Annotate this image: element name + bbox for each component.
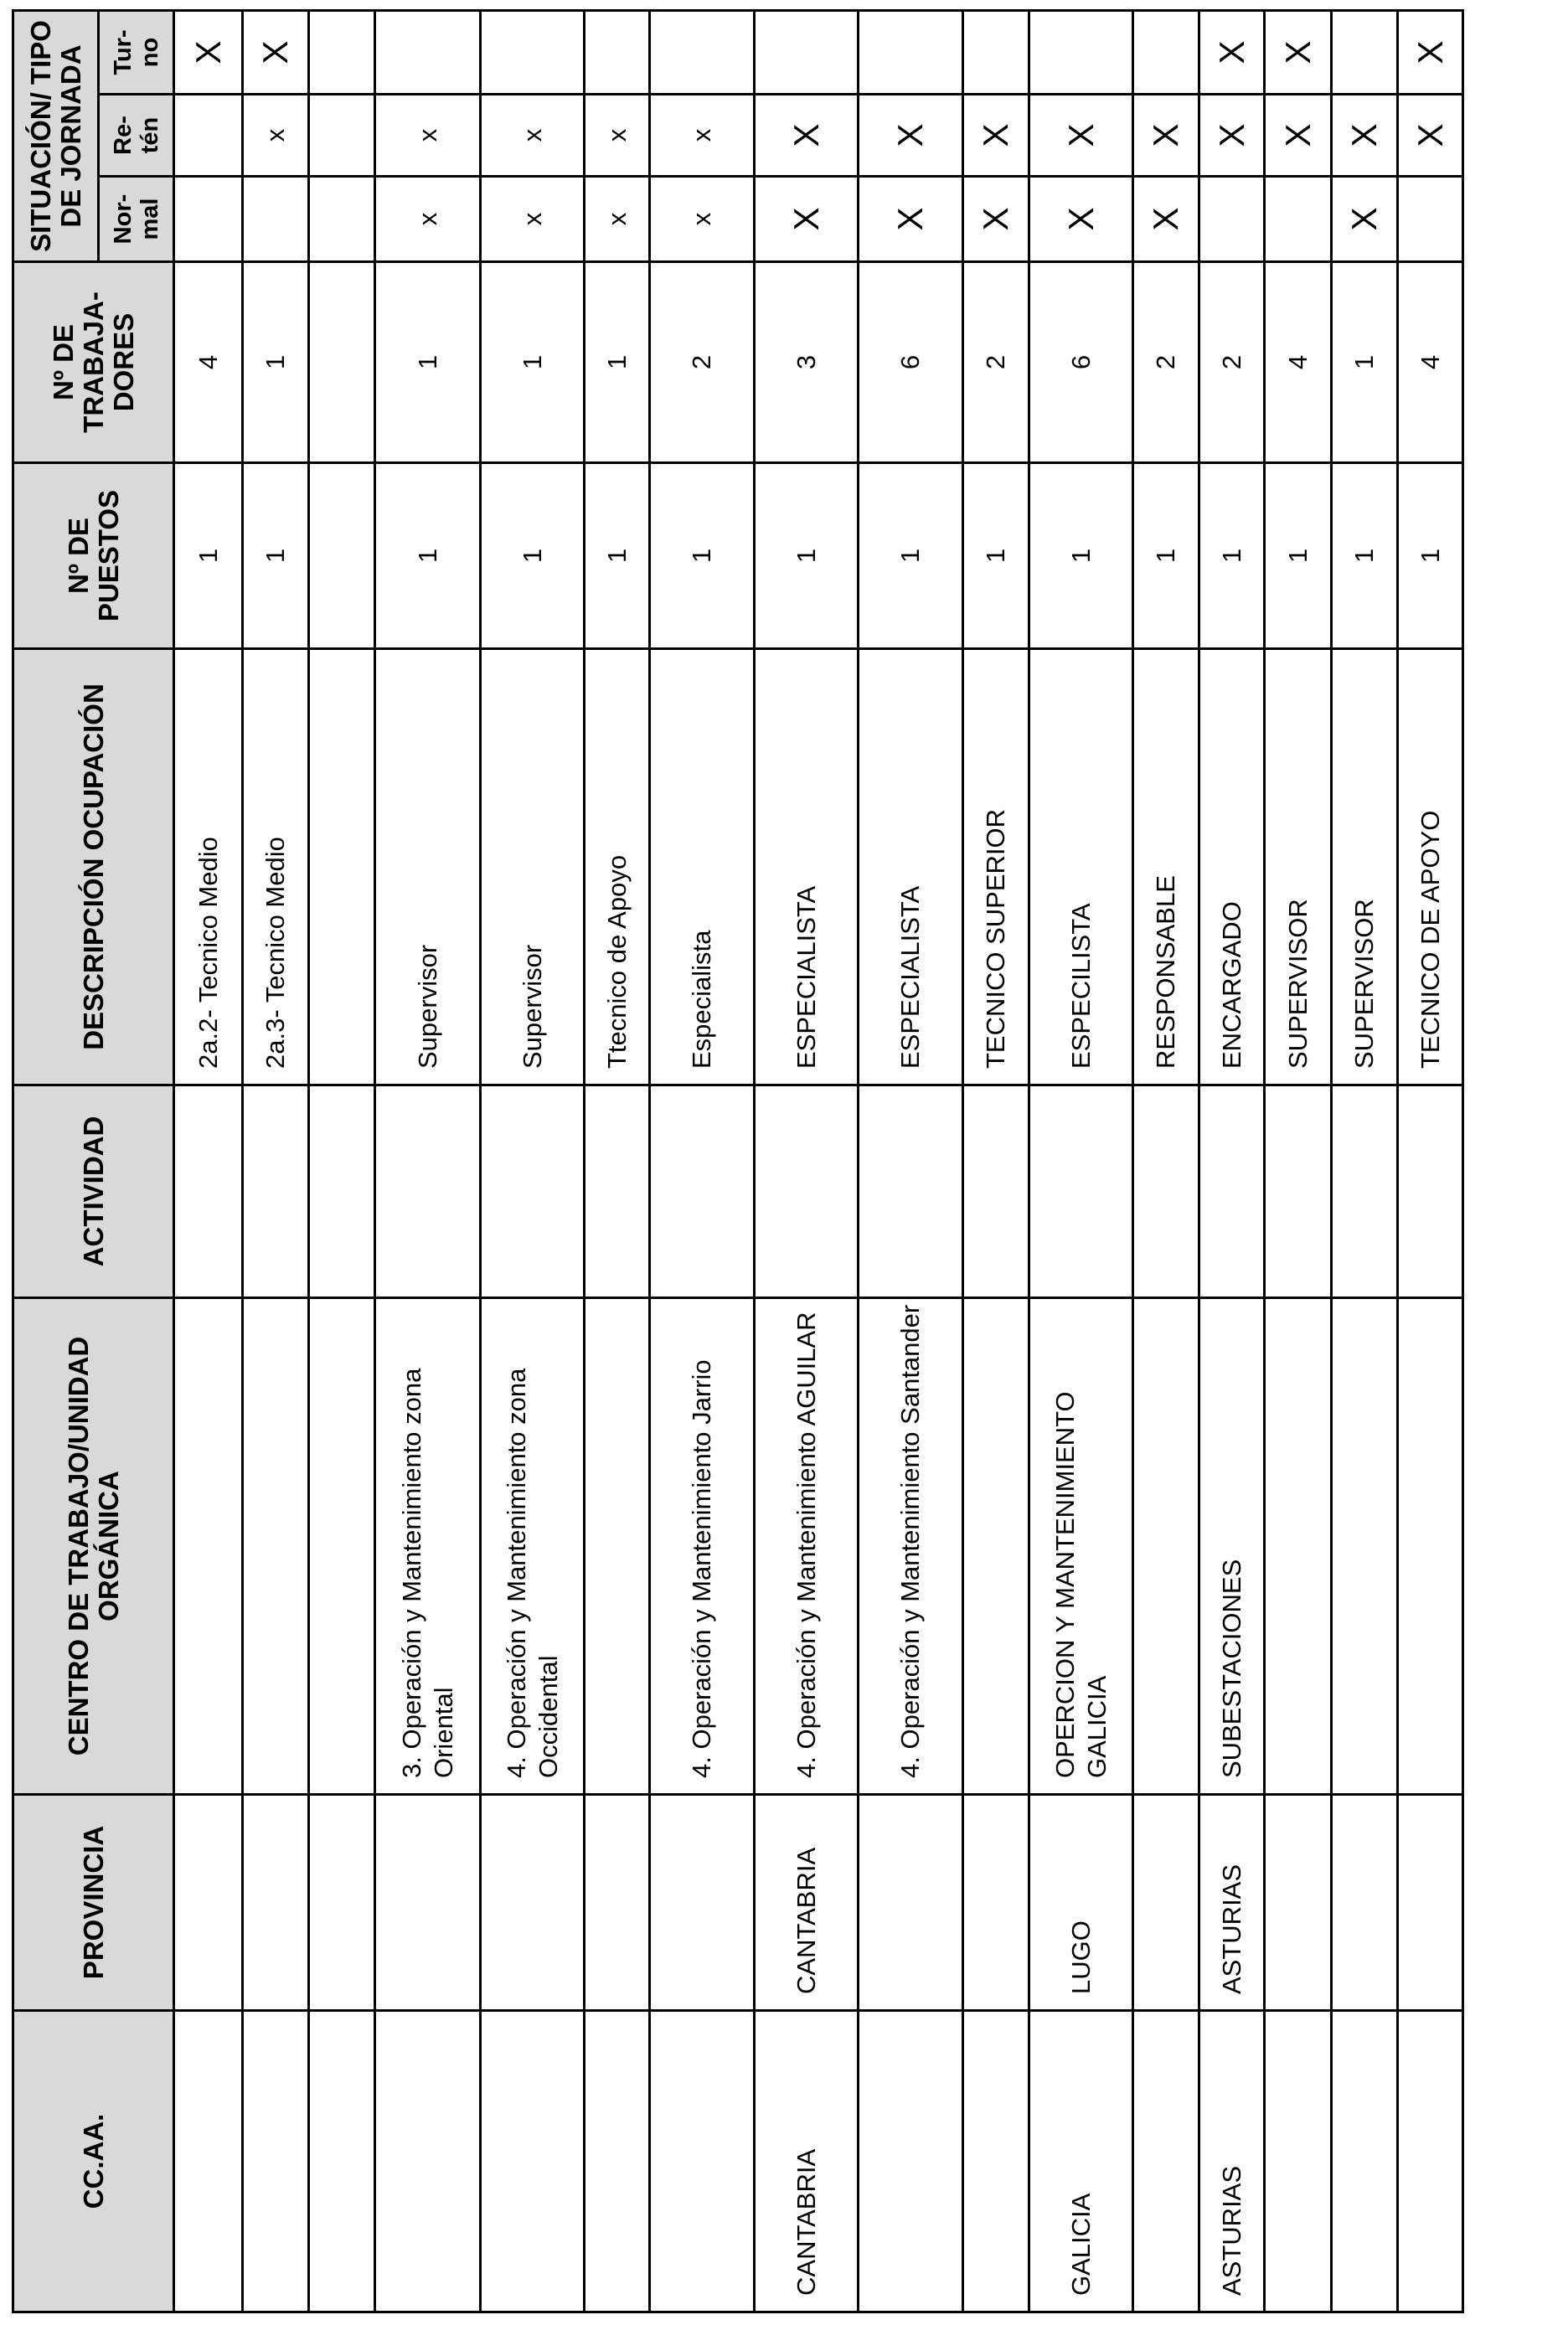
cell-trabajadores: 4 xyxy=(1265,262,1332,463)
cell-provincia xyxy=(481,1795,585,2011)
table-row xyxy=(963,10,1029,2312)
cell-normal: x xyxy=(375,177,481,262)
header-turno: Tur- no xyxy=(99,10,174,94)
cell-turno xyxy=(1332,10,1398,94)
cell-provincia xyxy=(1133,1795,1199,2011)
cell-normal: x xyxy=(650,177,755,262)
cell-normal xyxy=(309,177,375,262)
cell-provincia xyxy=(174,1795,243,2011)
cell-reten: X xyxy=(1398,95,1463,177)
cell-provincia xyxy=(243,1795,309,2011)
cell-centro xyxy=(585,1298,650,1795)
cell-turno xyxy=(650,10,755,94)
cell-turno xyxy=(309,10,375,94)
header-normal: Nor- mal xyxy=(99,177,174,262)
table-row xyxy=(1133,10,1199,2312)
cell-trabajadores: 6 xyxy=(859,262,963,463)
cell-puestos: 1 xyxy=(1133,463,1199,649)
header-actividad: ACTIVIDAD xyxy=(13,1085,174,1298)
cell-normal: X xyxy=(859,177,963,262)
cell-actividad xyxy=(1265,1085,1332,1298)
cell-reten: X xyxy=(1029,95,1133,177)
cell-normal: X xyxy=(1133,177,1199,262)
cell-normal xyxy=(1398,177,1463,262)
cell-actividad xyxy=(1332,1085,1398,1298)
cell-reten: x xyxy=(243,95,309,177)
cell-actividad xyxy=(755,1085,859,1298)
cell-turno: X xyxy=(1265,10,1332,94)
cell-provincia xyxy=(1265,1795,1332,2011)
cell-descripcion: Especialista xyxy=(650,649,755,1085)
cell-descripcion: ESPECIALISTA xyxy=(859,649,963,1085)
cell-descripcion: TECNICO SUPERIOR xyxy=(963,649,1029,1085)
cell-provincia: ASTURIAS xyxy=(1199,1795,1265,2011)
cell-ccaa xyxy=(481,2011,585,2312)
cell-descripcion: RESPONSABLE xyxy=(1133,649,1199,1085)
cell-turno xyxy=(755,10,859,94)
cell-trabajadores xyxy=(309,262,375,463)
cell-descripcion: 2a.3- Tecnico Medio xyxy=(243,649,309,1085)
cell-normal: x xyxy=(585,177,650,262)
cell-provincia: LUGO xyxy=(1029,1795,1133,2011)
table-row xyxy=(174,10,243,2312)
cell-puestos: 1 xyxy=(375,463,481,649)
cell-reten xyxy=(174,95,243,177)
cell-centro: 4. Operación y Mantenimiento zona Occidental xyxy=(481,1298,585,1795)
cell-trabajadores: 1 xyxy=(585,262,650,463)
cell-puestos: 1 xyxy=(1029,463,1133,649)
cell-centro xyxy=(309,1298,375,1795)
cell-reten: X xyxy=(755,95,859,177)
table-row xyxy=(859,10,963,2312)
cell-trabajadores: 2 xyxy=(1199,262,1265,463)
cell-ccaa xyxy=(375,2011,481,2312)
cell-puestos: 1 xyxy=(585,463,650,649)
cell-ccaa xyxy=(1133,2011,1199,2312)
cell-puestos: 1 xyxy=(481,463,585,649)
cell-turno: X xyxy=(174,10,243,94)
cell-ccaa xyxy=(309,2011,375,2312)
cell-normal: X xyxy=(963,177,1029,262)
cell-actividad xyxy=(309,1085,375,1298)
cell-actividad xyxy=(585,1085,650,1298)
cell-trabajadores: 6 xyxy=(1029,262,1133,463)
table-row xyxy=(1265,10,1332,2312)
cell-reten xyxy=(309,95,375,177)
cell-provincia xyxy=(963,1795,1029,2011)
cell-normal xyxy=(1265,177,1332,262)
cell-descripcion: ESPECILISTA xyxy=(1029,649,1133,1085)
cell-actividad xyxy=(174,1085,243,1298)
cell-reten: X xyxy=(1133,95,1199,177)
cell-trabajadores: 2 xyxy=(1133,262,1199,463)
table-body xyxy=(174,10,1463,2312)
cell-puestos xyxy=(309,463,375,649)
cell-ccaa xyxy=(585,2011,650,2312)
cell-ccaa: ASTURIAS xyxy=(1199,2011,1265,2312)
table-row xyxy=(755,10,859,2312)
header-centro: CENTRO DE TRABAJO/UNIDAD ORGÁNICA xyxy=(13,1298,174,1795)
cell-provincia xyxy=(309,1795,375,2011)
cell-provincia xyxy=(859,1795,963,2011)
cell-centro xyxy=(1133,1298,1199,1795)
cell-centro: 4. Operación y Mantenimiento Jarrio xyxy=(650,1298,755,1795)
cell-reten: X xyxy=(1332,95,1398,177)
employment-table xyxy=(12,9,1464,2313)
table-row xyxy=(1029,10,1133,2312)
cell-ccaa xyxy=(174,2011,243,2312)
cell-puestos: 1 xyxy=(1265,463,1332,649)
cell-actividad xyxy=(1199,1085,1265,1298)
cell-turno xyxy=(859,10,963,94)
cell-trabajadores: 1 xyxy=(1332,262,1398,463)
cell-turno: X xyxy=(1398,10,1463,94)
cell-centro: 3. Operación y Mantenimiento zona Oriental xyxy=(375,1298,481,1795)
cell-actividad xyxy=(859,1085,963,1298)
cell-trabajadores: 3 xyxy=(755,262,859,463)
cell-normal: X xyxy=(1332,177,1398,262)
cell-descripcion: SUPERVISOR xyxy=(1332,649,1398,1085)
cell-centro xyxy=(1265,1298,1332,1795)
header-descripcion: DESCRIPCIÓN OCUPACIÓN xyxy=(13,649,174,1085)
cell-turno xyxy=(1133,10,1199,94)
table-row xyxy=(650,10,755,2312)
cell-reten: x xyxy=(481,95,585,177)
cell-actividad xyxy=(963,1085,1029,1298)
cell-turno xyxy=(1029,10,1133,94)
cell-ccaa xyxy=(650,2011,755,2312)
cell-turno: X xyxy=(243,10,309,94)
table-row xyxy=(243,10,309,2312)
cell-trabajadores: 2 xyxy=(650,262,755,463)
cell-reten: x xyxy=(650,95,755,177)
header-situacion: SITUACIÓN/ TIPO DE JORNADA xyxy=(13,10,99,261)
cell-trabajadores: 1 xyxy=(375,262,481,463)
rotated-table-wrapper xyxy=(12,12,1553,2313)
cell-actividad xyxy=(650,1085,755,1298)
cell-centro: OPERCION Y MANTENIMIENTO GALICIA xyxy=(1029,1298,1133,1795)
cell-ccaa: GALICIA xyxy=(1029,2011,1133,2312)
cell-trabajadores: 1 xyxy=(243,262,309,463)
table-row xyxy=(585,10,650,2312)
cell-turno xyxy=(481,10,585,94)
cell-centro: 4. Operación y Mantenimiento Santander xyxy=(859,1298,963,1795)
cell-trabajadores: 4 xyxy=(1398,262,1463,463)
cell-descripcion: Supervisor xyxy=(375,649,481,1085)
cell-turno xyxy=(585,10,650,94)
cell-descripcion: TECNICO DE APOYO xyxy=(1398,649,1463,1085)
cell-provincia xyxy=(650,1795,755,2011)
cell-provincia xyxy=(585,1795,650,2011)
table-row xyxy=(1199,10,1265,2312)
cell-centro xyxy=(1398,1298,1463,1795)
cell-ccaa xyxy=(963,2011,1029,2312)
cell-ccaa xyxy=(1332,2011,1398,2312)
cell-reten: X xyxy=(1199,95,1265,177)
cell-puestos: 1 xyxy=(1332,463,1398,649)
cell-reten: x xyxy=(585,95,650,177)
cell-actividad xyxy=(375,1085,481,1298)
cell-provincia xyxy=(1398,1795,1463,2011)
header-puestos: Nº DE PUESTOS xyxy=(13,463,174,649)
cell-puestos: 1 xyxy=(755,463,859,649)
cell-trabajadores: 1 xyxy=(481,262,585,463)
cell-actividad xyxy=(243,1085,309,1298)
cell-descripcion: Supervisor xyxy=(481,649,585,1085)
cell-puestos: 1 xyxy=(963,463,1029,649)
cell-provincia xyxy=(1332,1795,1398,2011)
cell-descripcion xyxy=(309,649,375,1085)
cell-ccaa xyxy=(1265,2011,1332,2312)
cell-descripcion: 2a.2- Tecnico Medio xyxy=(174,649,243,1085)
cell-descripcion: ENCARGADO xyxy=(1199,649,1265,1085)
cell-centro xyxy=(963,1298,1029,1795)
cell-puestos: 1 xyxy=(243,463,309,649)
cell-normal xyxy=(243,177,309,262)
cell-trabajadores: 2 xyxy=(963,262,1029,463)
cell-actividad xyxy=(1398,1085,1463,1298)
cell-centro: 4. Operación y Mantenimiento AGUILAR xyxy=(755,1298,859,1795)
cell-turno xyxy=(375,10,481,94)
cell-reten: X xyxy=(963,95,1029,177)
table-row xyxy=(1398,10,1463,2312)
cell-puestos: 1 xyxy=(1398,463,1463,649)
cell-normal xyxy=(174,177,243,262)
cell-turno xyxy=(963,10,1029,94)
cell-normal: X xyxy=(755,177,859,262)
cell-actividad xyxy=(1133,1085,1199,1298)
cell-centro xyxy=(1332,1298,1398,1795)
cell-centro xyxy=(243,1298,309,1795)
cell-ccaa xyxy=(1398,2011,1463,2312)
cell-descripcion: Ttecnico de Apoyo xyxy=(585,649,650,1085)
cell-centro: SUBESTACIONES xyxy=(1199,1298,1265,1795)
cell-reten: X xyxy=(1265,95,1332,177)
header-reten: Re- tén xyxy=(99,95,174,177)
cell-normal: x xyxy=(481,177,585,262)
cell-ccaa xyxy=(243,2011,309,2312)
table-row xyxy=(1332,10,1398,2312)
cell-trabajadores: 4 xyxy=(174,262,243,463)
cell-centro xyxy=(174,1298,243,1795)
cell-reten: X xyxy=(859,95,963,177)
cell-descripcion: ESPECIALISTA xyxy=(755,649,859,1085)
cell-provincia: CANTABRIA xyxy=(755,1795,859,2011)
cell-puestos: 1 xyxy=(859,463,963,649)
table-row xyxy=(375,10,481,2312)
cell-descripcion: SUPERVISOR xyxy=(1265,649,1332,1085)
table-row xyxy=(481,10,585,2312)
cell-puestos: 1 xyxy=(174,463,243,649)
cell-turno: X xyxy=(1199,10,1265,94)
header-ccaa: CC.AA. xyxy=(13,2011,174,2312)
header-trabajadores: Nº DE TRABAJA- DORES xyxy=(13,262,174,463)
cell-normal xyxy=(1199,177,1265,262)
cell-normal: X xyxy=(1029,177,1133,262)
header-provincia: PROVINCIA xyxy=(13,1795,174,2011)
cell-provincia xyxy=(375,1795,481,2011)
cell-actividad xyxy=(481,1085,585,1298)
cell-puestos: 1 xyxy=(1199,463,1265,649)
cell-puestos: 1 xyxy=(650,463,755,649)
cell-reten: x xyxy=(375,95,481,177)
cell-ccaa: CANTABRIA xyxy=(755,2011,859,2312)
table-row xyxy=(309,10,375,2312)
cell-actividad xyxy=(1029,1085,1133,1298)
cell-ccaa xyxy=(859,2011,963,2312)
